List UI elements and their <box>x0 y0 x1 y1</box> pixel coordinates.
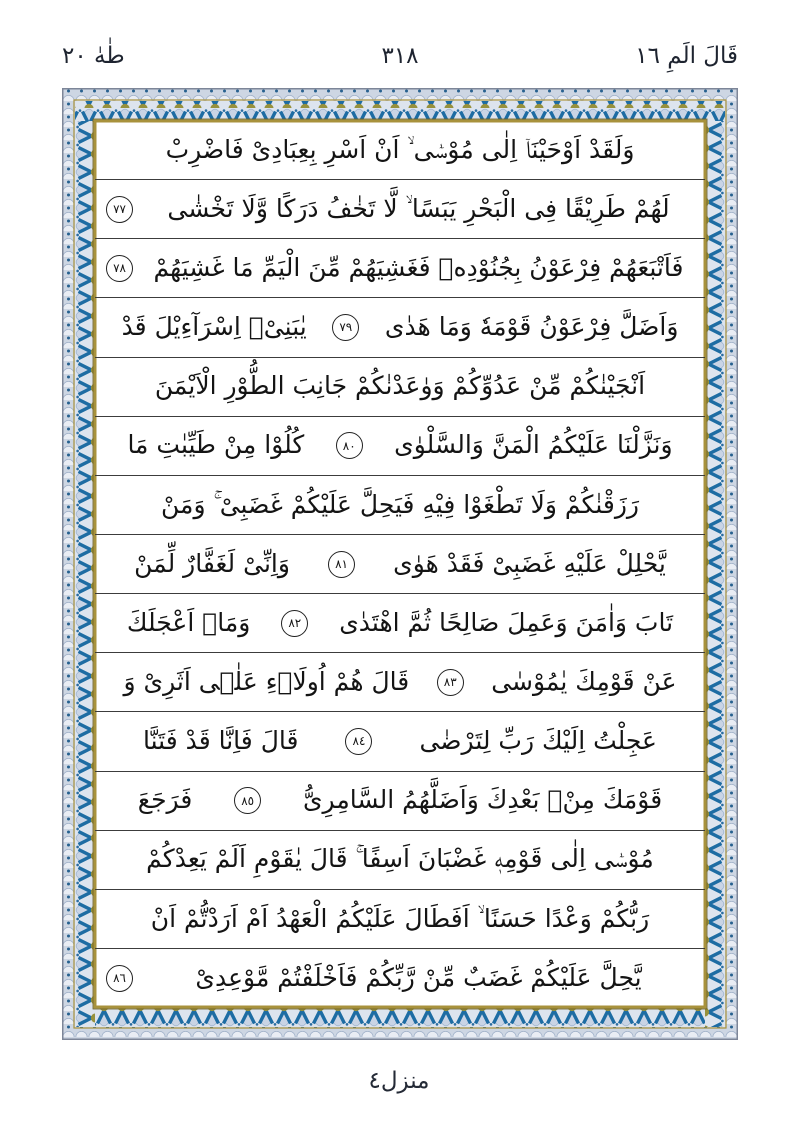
line-text: عَنْ قَوْمِكَ يٰمُوْسٰى <box>491 666 677 696</box>
quran-line <box>95 594 705 653</box>
page-header <box>62 36 738 76</box>
quran-line <box>95 121 705 180</box>
quran-line <box>95 180 705 239</box>
ayah-marker: ٨٢ <box>281 610 308 637</box>
line-text: وَاِنِّىْ لَغَفَّارٌ لِّمَنْ <box>134 548 290 578</box>
quran-line <box>95 772 705 831</box>
line-text: قَالَ هُمْ اُولَاۤءِ عَلٰۤى اَثَرِىْ وَ <box>123 666 410 696</box>
line-text: فَاَتْبَعَهُمْ فِرْعَوْنُ بِجُنُوْدِهٖ فَغَشِيَهُمْ مِّنَ الْيَمِّ مَا غَشِيَهُمْ <box>153 252 684 282</box>
quran-text-area <box>95 121 705 1007</box>
ayah-marker: ٧٧ <box>106 196 133 223</box>
manzil-label: منزل٤ <box>368 1068 430 1094</box>
quran-line <box>95 417 705 476</box>
line-text: مُوْسٰۤى اِلٰى قَوْمِهٖ غَضْبَانَ اَسِفًا ۚ قَالَ يٰقَوْمِ اَلَمْ يَعِدْكُمْ <box>146 844 654 874</box>
quran-line <box>95 239 705 298</box>
line-text: فَرَجَعَ <box>137 785 193 815</box>
line-text: رَبُّكُمْ وَعْدًا حَسَنًا ۙ اَفَطَالَ عَلَيْكُمُ الْعَهْدُ اَمْ اَرَدْتُّمْ اَنْ <box>150 903 650 933</box>
page-number: ٣١٨ <box>381 43 419 69</box>
quran-line <box>95 949 705 1007</box>
page-footer <box>0 1068 798 1094</box>
line-text: وَمَاۤ اَعْجَلَكَ <box>126 607 251 637</box>
ayah-marker: ٨٦ <box>106 965 133 992</box>
line-text: يَّحِلَّ عَلَيْكُمْ غَضَبٌ مِّنْ رَّبِّكُمْ فَاَخْلَفْتُمْ مَّوْعِدِىْ <box>195 962 642 992</box>
ayah-marker: ٧٩ <box>332 314 359 341</box>
juz-label: قَالَ الَمِ ١٦ <box>635 43 738 69</box>
line-text: قَالَ فَاِنَّا قَدْ فَتَنَّا <box>142 726 299 756</box>
line-text: يٰبَنِىْۤ اِسْرَآءِيْلَ قَدْ <box>121 312 307 342</box>
ayah-marker: ٨١ <box>328 551 355 578</box>
line-text: وَاَضَلَّ فِرْعَوْنُ قَوْمَهٗ وَمَا هَدٰى <box>384 312 679 342</box>
ayah-marker: ٨٣ <box>437 669 464 696</box>
line-text: عَجِلْتُ اِلَيْكَ رَبِّ لِتَرْضٰى <box>419 726 657 756</box>
quran-line <box>95 712 705 771</box>
ayah-marker: ٧٨ <box>106 255 133 282</box>
quran-line <box>95 476 705 535</box>
quran-line <box>95 831 705 890</box>
ayah-marker: ٨٠ <box>336 432 363 459</box>
line-text: وَلَقَدْ اَوْحَيْنَاۤ اِلٰى مُوْسٰۤى ۙ اَنْ اَسْرِ بِعِبَادِىْ فَاضْرِبْ <box>165 134 635 164</box>
line-text: يَّحْلِلْ عَلَيْهِ غَضَبِىْ فَقَدْ هَوٰى <box>393 548 666 578</box>
quran-line <box>95 298 705 357</box>
quran-line <box>95 535 705 594</box>
line-text: كُلُوْا مِنْ طَيِّبٰتِ مَا <box>127 430 305 460</box>
ayah-marker: ٨٤ <box>345 728 372 755</box>
line-text: قَوْمَكَ مِنْۢ بَعْدِكَ وَاَضَلَّهُمُ السَّامِرِىُّ <box>302 785 663 815</box>
quran-line <box>95 890 705 949</box>
line-text: رَزَقْنٰكُمْ وَلَا تَطْغَوْا فِيْهِ فَيَحِلَّ عَلَيْكُمْ غَضَبِىْ ۚ وَمَنْ <box>161 489 639 519</box>
surah-label: طٰهٰ ٢٠ <box>62 43 125 69</box>
line-text: اَنْجَيْنٰكُمْ مِّنْ عَدُوِّكُمْ وَوٰعَدْنٰكُمْ جَانِبَ الطُّوْرِ الْاَيْمَنَ <box>154 371 646 401</box>
quran-line <box>95 358 705 417</box>
line-text: تَابَ وَاٰمَنَ وَعَمِلَ صَالِحًا ثُمَّ اهْتَدٰى <box>339 607 674 637</box>
ayah-marker: ٨٥ <box>234 787 261 814</box>
line-text: وَنَزَّلْنَا عَلَيْكُمُ الْمَنَّ وَالسَّلْوٰى <box>394 430 673 460</box>
quran-line <box>95 653 705 712</box>
line-text: لَهُمْ طَرِيْقًا فِى الْبَحْرِ يَبَسًا ۙ لَّا تَخٰفُ دَرَكًا وَّلَا تَخْشٰى <box>167 193 670 223</box>
